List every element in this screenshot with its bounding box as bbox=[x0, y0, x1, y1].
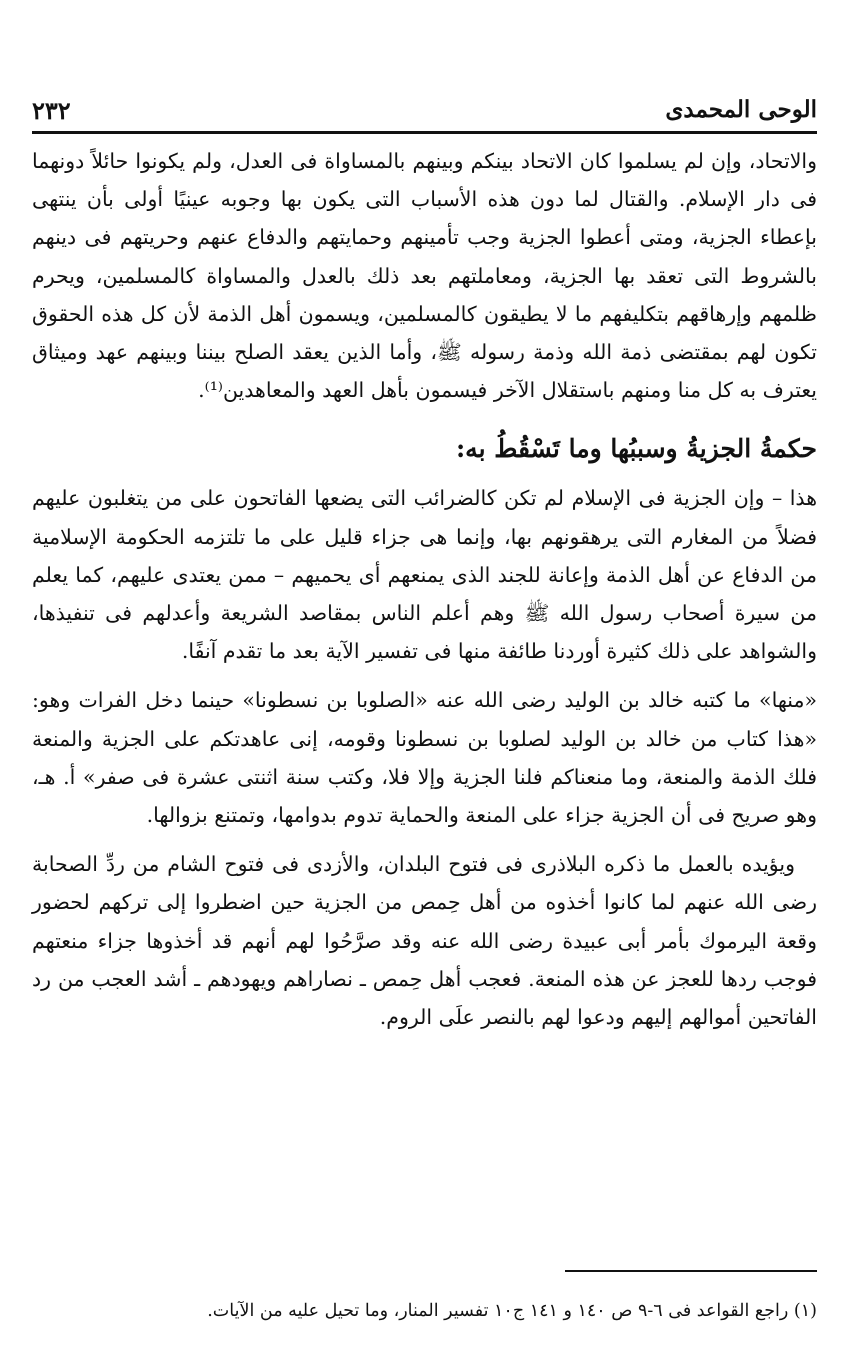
page-number: ٢٣٢ bbox=[32, 96, 71, 125]
paragraph: ويؤيده بالعمل ما ذكره البلاذرى فى فتوح البلدان، والأزدى فى فتوح الشام من ردِّ الصحابة رضى الله عنهم لما كانوا أخذوه من أهل حِمص من الجزية حين اضطروا إلى تركهم لحضور وقعة اليرموك بأمر أبى عبيدة رضى الله عنه وقد صرَّحُوا لهم أنهم قد أخذوها جزاء منعتهم فوجب ردها للعجز عن هذه المنعة. فعجب أهل حِمص ـ نصاراهم ويهودهم ـ أشد العجب من رد الفاتحين أموالهم إليهم ودعوا لهم بالنصر علَى الروم. bbox=[32, 852, 817, 1030]
running-title: الوحى المحمدى bbox=[665, 96, 817, 123]
page-header bbox=[32, 92, 817, 128]
paragraph: «منها» ما كتبه خالد بن الوليد رضى الله عنه «الصلوبا بن نسطونا» حينما دخل الفرات وهو: «هذا كتاب من خالد بن الوليد لصلوبا بن نسطونا وقومه، إنى عاهدتكم على الجزية والمنعة فلك الذمة والمنعة، وما منعناكم فلنا الجزية وإلا فلا، وكتب سنة اثنتى عشرة فى صفر» أ. هـ، وهو صريح فى أن الجزية جزاء على المنعة والحماية تدوم بدوامها، وتمتنع بزوالها. bbox=[32, 688, 817, 828]
paragraph: هذا – وإن الجزية فى الإسلام لم تكن كالضرائب التى يضعها الفاتحون على من يتغلبون عليهم فضلاً من المغارم التى يرهقونهم بها، وإنما هى جزاء قليل على ما تلتزمه الحكومة الإسلامية من الدفاع عن أهل الذمة وإعانة للجند الذى يمنعهم أى يحميهم – ممن يعتدى عليهم، كما يعلم من سيرة أصحاب رسول الله ﷺ وهم أعلم الناس بمقاصد الشريعة وأعدلهم فى تنفيذها، والشواهد على ذلك كثيرة أوردنا طائفة منها فى تفسير الآية بعد ما تقدم آنفًا. bbox=[32, 486, 817, 664]
body-text bbox=[32, 142, 817, 1036]
footnote-rule bbox=[565, 1270, 817, 1272]
footnote: (١) راجع القواعد فى ٦-٩ ص ١٤٠ و ١٤١ ج١٠ تفسير المنار، وما تحيل عليه من الآيات. bbox=[207, 1300, 817, 1321]
paragraph: والاتحاد، وإن لم يسلموا كان الاتحاد بينكم وبينهم بالمساواة فى العدل، ولم يكونوا حائلاً دونهما فى دار الإسلام. والقتال لما دون هذه الأسباب التى يكون بها وجوبه عينيًا أولى بأن ينتهى بإعطاء الجزية، ومتى أعطوا الجزية وجب تأمينهم وحمايتهم والدفاع عنهم وحريتهم فى دينهم بالشروط التى تعقد بها الجزية، ومعاملتهم بعد ذلك بالعدل والمساواة كالمسلمين، ويحرم ظلمهم وإرهاقهم بتكليفهم ما لا يطيقون كالمسلمين، ويسمون أهل الذمة لأن كل هذه الحقوق تكون لهم بمقتضى ذمة الله وذمة رسوله ﷺ، وأما الذين يعقد الصلح بيننا وبينهم عهد وميثاق يعترف به كل منا ومنهم باستقلال الآخر فيسمون بأهل العهد والمعاهدين⁽¹⁾. bbox=[32, 149, 817, 403]
header-rule bbox=[32, 131, 817, 134]
section-heading: حكمةُ الجزيةُ وسببُها وما تَسْقُطُ به: bbox=[455, 434, 817, 464]
